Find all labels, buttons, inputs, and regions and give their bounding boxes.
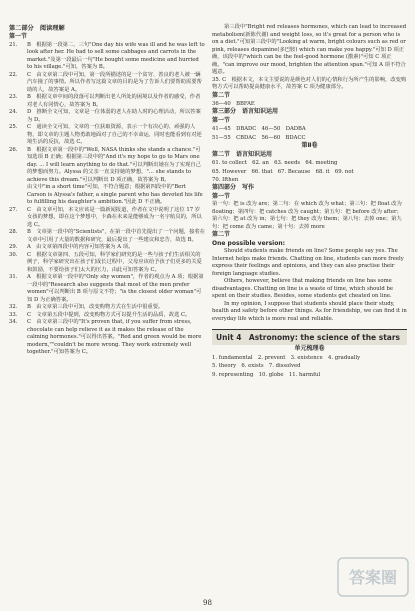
watermark-logo [337,557,409,597]
answer-line: 36—40 BBFAE [212,101,255,107]
item-text: B 文章第一段中的"Scientists"，在第一段中首先提出了一个问题，接着在文章中引用了大量的数据和研究，最后提出了一些建议和忠告，故选 B。 [27,229,206,243]
answer-item [9,304,205,312]
answer-text: 35. C 根据本文，本文主要说的是颜色对人们的心情和行为所产生的影响，改变购物方式可以帮助提高健康水平，故答案 C 项为健康部分。 [212,76,407,90]
essay-paragraph: Others, however, believe that making friends on line has some disadvantages. Chatting on line is a waste of time, which should be spent on their studies. Besides, some students get cheated on line. [212,278,393,300]
answer-line: 51—55 CBDAC 56—60 BDACC [212,134,306,141]
item-text: D 推断全文可知，文章是一位体弱的老人在助人时的心理活动，所以答案为 D。 [27,109,201,123]
item-number: 29. [9,244,18,250]
answer-line: 70. Ifthen [212,177,239,184]
item-number: 26. [9,146,18,153]
item-number: 21. [9,41,18,48]
section-heading: 第三部分 语言知识运用 [212,108,279,116]
unit-subtitle: 单元梳理卷 [294,345,325,353]
item-text: C 文章第五段中提到，改变购物方式可以提升生活的品质，故选 C。 [27,311,191,318]
subsection-heading: 第一节 [212,116,231,124]
answer-item [9,72,205,95]
answer-item [9,274,205,304]
answer-item [9,184,205,207]
right-column [212,24,407,379]
item-number: 34. [9,319,18,325]
item-text: A 由文章第四段中的内容可知答案为 A 项。 [27,244,134,250]
item-text: A 根据文章第一段中的"Only shy women"，作者的观点为 A 项；根据第一段中的"Research also suggests that most of the men prefer women"可以判断出 B 项与原文不符；"is the closest older woman"可知 D 为正确答案。 [27,274,204,303]
unit-title: Unit 4 Astronomy: the science of the stars [212,329,407,345]
answer-item [9,229,205,244]
answer-item [9,312,205,320]
subsection-heading: 第一节 [212,192,231,200]
answer-item [9,252,205,275]
item-number [9,184,27,207]
answer-line: 41—45 DBADC 46—50 DADBA [212,126,306,133]
section-heading: 第二部分 阅读理解 [9,25,65,32]
left-column [9,24,205,357]
item-text: C 由文章第三段中的"It's proven that, if you suffer from stress, chocolate can help relieve it as it makes the release of the calming hormones."可以得出答案。"Red and green would be more modern,""couldn't be more wrong. They work extremely well together."可知答案为 C。 [27,319,202,355]
essay-paragraph: Should students make friends on line? Some people say yes. The Internet helps make friends. Chatting on line, students can more freely express their feelings and opinions, and they can also practise their foreign language studies. [212,248,404,277]
item-number: 32. [9,304,18,310]
item-number: 22. [9,71,18,78]
item-number: 24. [9,109,18,115]
correction-text: 第一句：把 is 改为 are；第二句：在 which 改为 what；第三句：把 float 改为 floating；第四句：把 catches 改为 caught；第五句：把 before 改为 after；第六句：把 at 改为 in；第七句：把 they 改为 them；第八句：去掉 one；第九句：把 come 改为 came；第十句：去掉 more [212,201,402,230]
answer-list [9,42,205,357]
answer-item [9,147,205,185]
version-label: One possible version: [212,239,286,247]
item-number: 33. [9,311,18,318]
page-number: 98 [203,598,212,607]
item-text: B 根据文章第一段中的"Well, NASA thinks she stands a chance."可知选项 B 正确；根据第三段中的"And it's my hope to go to Mars one day. ... I will learn anything to do that."可以判断出她在为了实现自己的梦想而努力。Alyssa 的父亲一直支持她的梦想，"... she stands to achieve this dream."可以判断出 D 项正确，故答案为 B。 [27,146,201,183]
item-number: 27. [9,206,18,213]
item-number: 31. [9,274,18,280]
subsection-heading: 第二节 [212,231,231,239]
watermark-text: 答案圈 [348,568,398,587]
section-heading: 第四部分 写作 [212,184,255,192]
item-text: B 由文章第三段中可知，改变购物方式在生活中很重要。 [27,304,164,310]
answer-line: 9. representing 10. globe 11. harmful [212,371,321,378]
item-number: 23. [9,94,18,100]
item-text: B 根据第一段第二、三句"One day his wife was ill and he was left to look after her. He had to sell some cabbages and carrots in the market."及第一段最后一句"He bought some medicine and hurried to his village."可知，答案为 B。 [27,41,205,70]
answer-item [9,109,205,124]
item-text: C 通读全文可知，文章的一位获取资源，表示一个有决心的、顽强的人物，即文章的主题人物勇敢地面对了自己的不幸命运，同时也能看到有对逆境生活的反抗，故选 C。 [27,124,202,145]
answer-item [9,319,205,357]
answer-text: 第三段中"Bright red releases hormones, which can lead to increased metabolism(新陈代谢) and weight loss, so it's great for a person who is on a diet."可知第三段中的"Looking at warm, bright colours such as red or pink, releases dopamine(多巴胺) which can make you happy."可知 D 项正确，该段中的"which can be the feel-good hormone (激素)"可知 C 项正确。"can improve our mood, brighten the attention span."可知 A 项不符合题意。 [212,24,407,75]
answer-line: 61. to collect 62. an 63. needs 64. meeting [212,160,338,167]
subsection-heading: 第二节 语言知识运用 [212,150,273,158]
answer-item [9,124,205,147]
subsection-heading: 第二节 [212,91,231,99]
item-number: 30. [9,251,18,258]
answer-item [9,94,205,109]
volume-heading: 第Ⅱ卷 [301,142,318,150]
item-text: C 根据文章第四、五段可知，科学家们研究的是一些与孩子们生活相关的例子，科学家研究出在孩子们成长过程中，父母应该给予孩子们更多的关爱和鼓励，不要给孩子们太大的压力，由此可知答案为 C。 [27,251,202,273]
item-number: 28. [9,229,18,235]
answer-line: 65. However 66. that 67. Because 68. it 69. not [212,168,354,175]
answer-item [9,207,205,230]
item-text: C 由文章第二段中可知，第一段所描述的是一个贫穷、善良的老人被一辆汽车撞了的事情。所以作者写这篇文章的目的是为了告诉人们要帮助需要帮助的人，故答案是 A。 [27,71,202,93]
answer-item [9,244,205,252]
answer-line: 1. fundamental 2. prevent 3. existence 4. gradually [212,354,361,361]
subsection-heading: 第一节 [9,33,28,40]
answer-line: 5. theory 6. exists 7. dissolved [212,363,301,370]
item-text: B 根据文章中间的段落可以判断出老人所处的困境以及作者的感受，作者对老人有同情心，故答案为 B。 [27,94,201,108]
item-number: 25. [9,124,18,130]
answer-item [9,42,205,72]
item-text: 由文中"in a short time"可知，不符合题意；根据第四段中的"Bert Carson is Alyssa's father, a single parent who has devoted his life to fulfilling his daughter's ambition."因此 D 不正确。 [27,184,203,205]
item-text: C 由文章可知，本文应该是一篇新闻报道，作者在文中说明了这位 17 岁女孩的梦想，即在这个梦想中，卡森在未来是能够成为一名宇航员的，所以选 C。 [27,206,202,228]
essay-paragraph: In my opinion, I suppose that students should place their study, health and safety before other things. As for friendship, we can find it in everyday life which is more real and reliable. [212,300,407,322]
